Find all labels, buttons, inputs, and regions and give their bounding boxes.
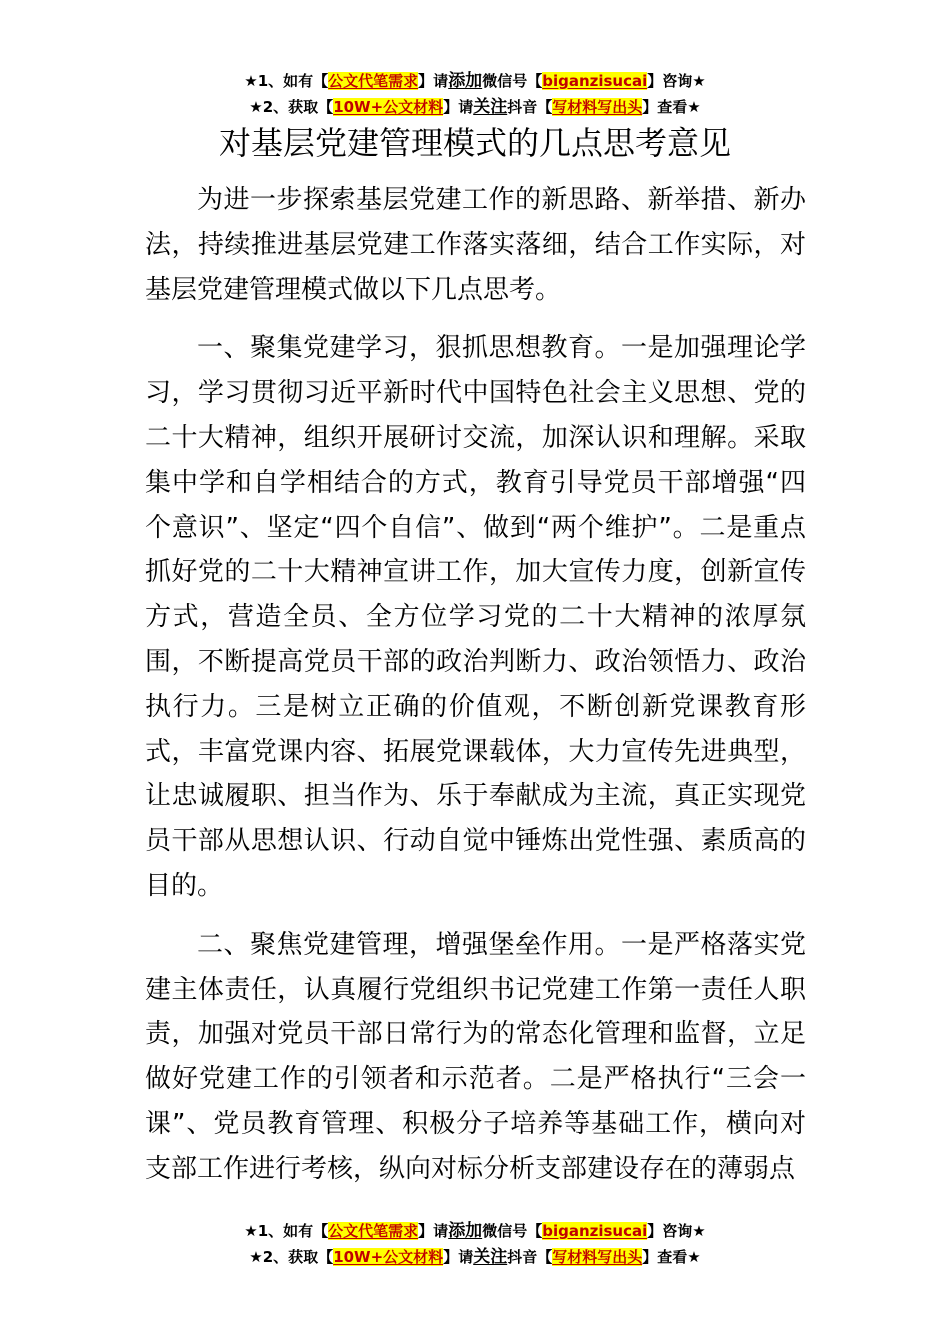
banner-text: 抖音【 <box>507 98 553 116</box>
banner-highlight-wechat-id: biganzisucai <box>542 72 648 90</box>
banner-highlight: 10W+公文材料 <box>333 98 444 116</box>
banner-text: 】请 <box>443 98 474 116</box>
paragraph-section-1: 一、聚集党建学习，狠抓思想教育。一是加强理论学习，学习贯彻习近平新时代中国特色社会主义思想、党的二十大精神，组织开展研讨交流，加深认识和理解。采取集中学和自学相结合的方式，教育引导党员干部增强“四个意识”、坚定“四个自信”、做到“两个维护”。二是重点抓好党的二十大精神宣讲工作，加大宣传力度，创新宣传方式，营造全员、全方位学习党的二十大精神的浓厚氛围，不断提高党员干部的政治判断力、政治领悟力、政治执行力。三是树立正确的价值观，不断创新党课教育形式，丰富党课内容、拓展党课载体，大力宣传先进典型，让忠诚履职、担当作为、乐于奉献成为主流，真正实现党员干部从思想认识、行动自觉中锤炼出党性强、素质高的目的。 <box>145 333 806 901</box>
banner-highlight: 10W+公文材料 <box>333 1248 444 1266</box>
paragraph-intro: 为进一步探索基层党建工作的新思路、新举措、新办法，持续推进基层党建工作落实落细，结合工作实际，对基层党建管理模式做以下几点思考。 <box>145 185 806 305</box>
banner-text: 】咨询★ <box>647 72 706 90</box>
document-body <box>145 178 806 1206</box>
banner-emphasis: 关注 <box>473 97 508 117</box>
banner-text: ★1、如有【 <box>244 1222 329 1240</box>
banner-highlight-douyin-id: 写材料写出头 <box>552 98 643 116</box>
banner-emphasis: 关注 <box>473 1247 508 1267</box>
banner-text: 】查看★ <box>642 1248 701 1266</box>
banner-highlight: 公文代笔需求 <box>328 72 419 90</box>
banner-text: 微信号【 <box>482 72 543 90</box>
banner-text: 】查看★ <box>642 98 701 116</box>
banner-text: ★2、获取【 <box>249 98 334 116</box>
banner-emphasis: 添加 <box>448 1221 483 1241</box>
banner-line-1 <box>0 1218 950 1244</box>
banner-line-1 <box>0 68 950 94</box>
header-banner <box>0 68 950 120</box>
paragraph-section-2: 二、聚焦党建管理，增强堡垒作用。一是严格落实党建主体责任，认真履行党组织书记党建工作第一责任人职责，加强对党员干部日常行为的常态化管理和监督，立足做好党建工作的引领者和示范者。二是严格执行“三会一课”、党员教育管理、积极分子培养等基础工作，横向对支部工作进行考核，纵向对标分析支部建设存在的薄弱点 <box>145 929 806 1184</box>
banner-text: 】请 <box>418 1222 449 1240</box>
banner-highlight-wechat-id: biganzisucai <box>542 1222 648 1240</box>
banner-highlight-douyin-id: 写材料写出头 <box>552 1248 643 1266</box>
banner-text: 】咨询★ <box>647 1222 706 1240</box>
banner-text: 抖音【 <box>507 1248 553 1266</box>
banner-text: 微信号【 <box>482 1222 543 1240</box>
banner-text: ★2、获取【 <box>249 1248 334 1266</box>
banner-line-2 <box>0 1244 950 1270</box>
banner-line-2 <box>0 94 950 120</box>
document-title: 对基层党建管理模式的几点思考意见 <box>218 124 731 162</box>
banner-text: ★1、如有【 <box>244 72 329 90</box>
footer-banner <box>0 1218 950 1270</box>
banner-emphasis: 添加 <box>448 71 483 91</box>
banner-text: 】请 <box>418 72 449 90</box>
banner-text: 】请 <box>443 1248 474 1266</box>
banner-highlight: 公文代笔需求 <box>328 1222 419 1240</box>
